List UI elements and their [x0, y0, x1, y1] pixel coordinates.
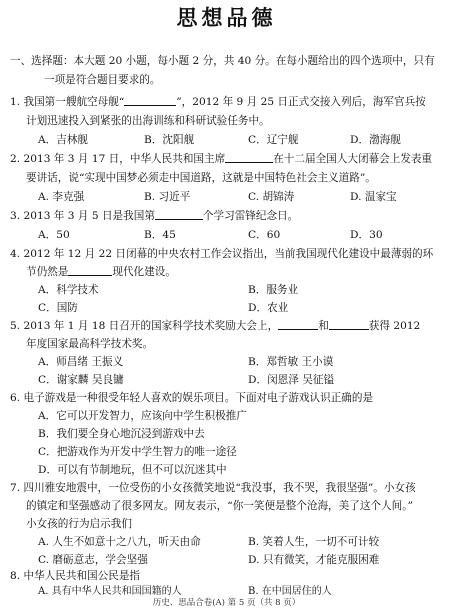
question-5-option-c: C．谢家麟 吴良镛	[38, 374, 124, 386]
question-2-option-d: D. 温家宝	[350, 191, 397, 203]
question-6-stem: 6. 电子游戏是一种很受年轻人喜欢的娱乐项目。下面对电子游戏认识正确的是	[10, 392, 374, 404]
question-4-stem: 4. 2012 年 12 月 22 日闭幕的中央农村工作会议指出，当前我国现代化建设中最薄弱的环	[10, 248, 434, 260]
question-7-option-b: B. 笑着人生，一切不可计较	[248, 536, 380, 548]
answer-blank	[225, 150, 273, 163]
question-5-stem-cont: 年度国家最高科学技术奖。	[26, 338, 154, 350]
question-4-text-c: 现代化建设。	[112, 266, 176, 278]
question-1-text-a: 1. 我国第一艘航空母舰“	[10, 96, 125, 108]
question-1-option-d: D．渤海舰	[350, 134, 401, 146]
question-7-stem: 7. 四川雅安地震中，一位受伤的小女孩微笑地说“我没事，我不哭，我很坚强”。小女孩	[10, 482, 416, 494]
question-4-option-c: C．国防	[38, 302, 78, 314]
question-7-option-d: D. 只有微笑，才能克服困难	[248, 554, 380, 566]
question-2-text-b: 在十二届全国人大闭幕会上发表重	[273, 153, 433, 165]
question-2-option-c: C. 胡锦涛	[248, 191, 295, 203]
question-8-option-b: B. 在中国居住的人	[248, 586, 332, 597]
answer-blank	[68, 263, 112, 276]
question-5-text-b: 和	[318, 320, 329, 332]
question-1-option-a: A．吉林舰	[38, 134, 89, 146]
question-3-text-a: 3. 2013 年 3 月 5 日是我国第	[10, 210, 155, 222]
question-4-option-a: A．科学技术	[38, 284, 99, 296]
question-7-option-c: C. 磨砺意志，学会坚强	[38, 554, 148, 566]
question-2-option-a: A. 李克强	[38, 191, 85, 203]
page-footer: 历史、思品合卷(A) 第 5 页（共 8 页）	[152, 598, 301, 608]
question-1-stem-cont: 计划迅速投入到紧张的出海训练和科研试验任务中。	[26, 115, 270, 127]
answer-blank	[329, 317, 369, 330]
question-8-option-a: A. 具有中华人民共和国国籍的人	[38, 586, 182, 597]
question-6-option-d: D．可以有节制地玩，但不可以沉迷其中	[38, 464, 227, 476]
question-6-option-a: A．它可以开发智力，应该向中学生积极推广	[38, 410, 247, 422]
question-5-option-b: B．郑哲敏 王小谟	[248, 356, 334, 368]
question-3-text-b: 个学习雷锋纪念日。	[202, 210, 299, 222]
question-1-text-b: ”，2012 年 9 月 25 日正式交接入列后，海军官兵按	[176, 96, 426, 108]
answer-blank	[155, 207, 203, 220]
question-6-option-c: C．把游戏作为开发中学生智力的唯一途径	[38, 446, 237, 458]
question-5-text-c: 获得 2012	[368, 320, 421, 332]
question-3-option-b: B．45	[144, 229, 176, 241]
question-2-text-a: 2. 2013 年 3 月 17 日，中华人民共和国主席	[10, 153, 226, 165]
question-7-stem-cont: 的镇定和坚强感动了很多网友。网友表示，“你一笑便是整个沧海，美了这个人间。”	[26, 500, 413, 512]
section-instruction: 一、选择题：本大题 20 小题，每小题 2 分，共 40 分。在每小题给出的四个选项中，只有	[10, 55, 435, 67]
question-7-stem-cont2: 小女孩的行为启示我们	[26, 518, 132, 530]
question-4-option-d: D．农业	[248, 302, 289, 314]
question-7-option-a: A. 人生不如意十之八九，听天由命	[38, 536, 201, 548]
question-5-stem	[10, 317, 420, 335]
question-2-option-b: B. 习近平	[144, 191, 191, 203]
question-4-option-b: B．服务业	[248, 284, 299, 296]
answer-blank	[278, 317, 318, 330]
page-title: 思想品德	[176, 6, 277, 30]
question-3-option-d: D．30	[350, 229, 383, 241]
section-instruction-cont: 一项是符合题目要求的。	[44, 74, 161, 86]
question-5-text-a: 5. 2013 年 1 月 18 日召开的国家科学技术奖励大会上，	[10, 320, 279, 332]
question-1-option-c: C．辽宁舰	[248, 134, 299, 146]
question-4-text-b: 节仍然是	[26, 266, 69, 278]
question-8-stem: 8. 中华人民共和国公民是指	[10, 570, 141, 582]
question-2-stem-cont: 要讲话，说“实现中国梦必须走中国道路，这就是中国特色社会主义道路”。	[26, 172, 376, 184]
question-3-stem	[10, 207, 298, 225]
question-6-option-b: B．我们要全身心地沉浸到游戏中去	[38, 428, 205, 440]
question-3-option-a: A．50	[38, 229, 70, 241]
question-2-stem	[10, 150, 432, 168]
question-5-option-d: D．闵恩泽 吴征镒	[248, 374, 335, 386]
question-1-stem	[10, 93, 426, 111]
question-1-option-b: B．沈阳舰	[144, 134, 195, 146]
question-5-option-a: A．师昌绪 王振义	[38, 356, 124, 368]
answer-blank	[124, 93, 176, 106]
question-3-option-c: C．60	[248, 229, 281, 241]
question-4-stem-cont	[26, 263, 176, 281]
